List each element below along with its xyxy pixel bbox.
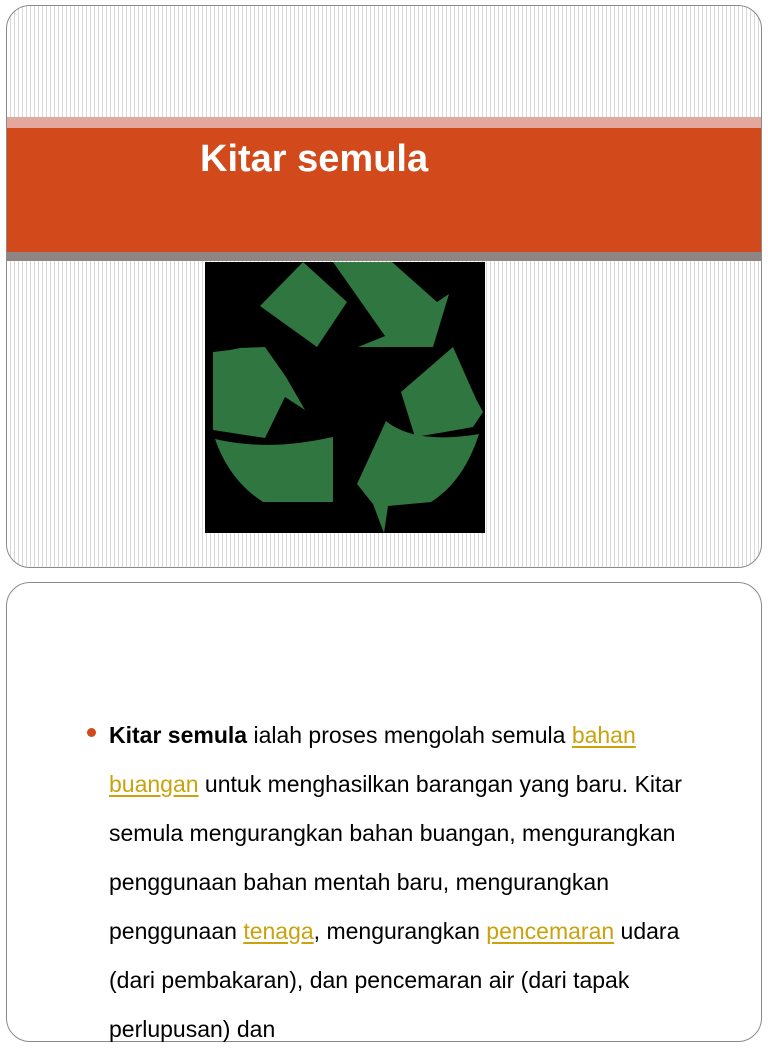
title-band-bottom-stripe bbox=[7, 252, 761, 261]
paragraph-text-3: , mengurangkan bbox=[313, 918, 487, 944]
content-slide bbox=[6, 582, 762, 1042]
bullet-icon bbox=[87, 728, 96, 737]
definition-term: Kitar semula bbox=[109, 722, 248, 748]
title-band-top-stripe bbox=[7, 117, 761, 128]
link-bahan-buangan[interactable]: bahan buangan bbox=[109, 722, 636, 797]
title-slide bbox=[6, 5, 762, 568]
recycle-symbol-image bbox=[205, 262, 485, 533]
paragraph-text-1: ialah proses mengolah semula bbox=[247, 722, 572, 748]
paragraph-text-2: untuk menghasilkan barangan yang baru. Kitar semula mengurangkan bahan buangan, mengurangkan penggunaan bahan mentah baru, mengurangkan penggunaan bbox=[109, 771, 682, 944]
link-pencemaran[interactable]: pencemaran bbox=[486, 918, 615, 944]
link-tenaga[interactable]: tenaga bbox=[243, 918, 314, 944]
paragraph-text-4: udara (dari pembakaran), dan pencemaran air (dari tapak perlupusan) dan bbox=[109, 918, 680, 1042]
definition-paragraph bbox=[109, 711, 729, 1054]
slide-title: Kitar semula bbox=[200, 138, 429, 180]
recycle-symbol-icon bbox=[205, 262, 485, 533]
